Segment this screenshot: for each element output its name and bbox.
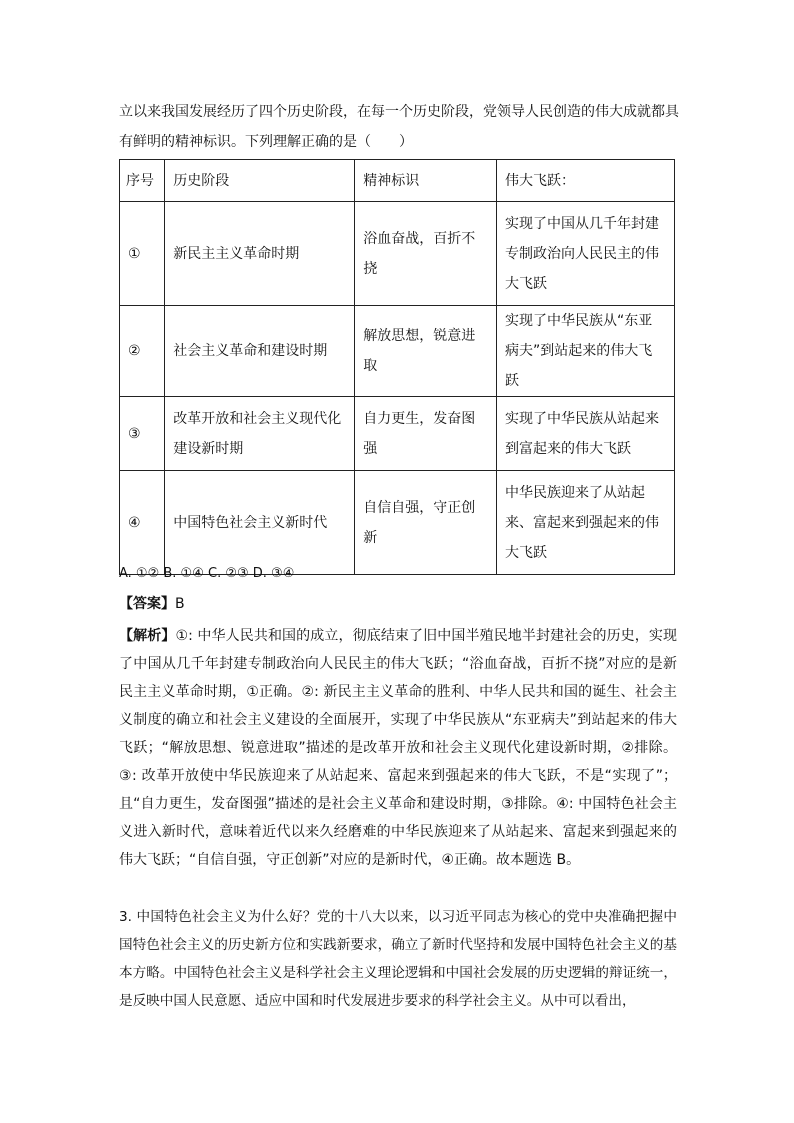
answer-label: 【答案】 xyxy=(119,596,175,612)
header-leap: 伟大飞跃： xyxy=(497,160,675,202)
row-number: ① xyxy=(120,202,165,306)
table-row xyxy=(120,306,675,397)
table-row xyxy=(120,202,675,306)
row-leap: 中华民族迎来了从站起来、富起来到强起来的伟大飞跃 xyxy=(497,471,675,575)
stages-table xyxy=(119,159,675,575)
header-stage: 历史阶段 xyxy=(165,160,355,202)
answer-line xyxy=(119,593,679,615)
row-number: ③ xyxy=(120,397,165,471)
analysis-paragraph xyxy=(119,622,677,874)
row-leap: 实现了中华民族从“东亚病夫”到站起来的伟大飞跃 xyxy=(497,306,675,397)
row-stage: 新民主主义革命时期 xyxy=(165,202,355,306)
row-leap: 实现了中华民族从站起来到富起来的伟大飞跃 xyxy=(497,397,675,471)
answer-options: A. ①② B. ①④ C. ②③ D. ③④ xyxy=(119,566,295,581)
row-stage: 社会主义革命和建设时期 xyxy=(165,306,355,397)
table-row xyxy=(120,471,675,575)
header-spirit: 精神标识 xyxy=(355,160,497,202)
header-number: 序号 xyxy=(120,160,165,202)
answer-value: B xyxy=(175,596,185,612)
analysis-label: 【解析】 xyxy=(119,628,176,644)
row-spirit: 自信自强，守正创新 xyxy=(355,471,497,575)
row-leap: 实现了中国从几千年封建专制政治向人民民主的伟大飞跃 xyxy=(497,202,675,306)
row-spirit: 浴血奋战，百折不挠 xyxy=(355,202,497,306)
row-spirit: 解放思想，锐意进取 xyxy=(355,306,497,397)
analysis-text: ①: 中华人民共和国的成立，彻底结束了旧中国半殖民地半封建社会的历史，实现了中国从几千年封建专制政治向人民民主的伟大飞跃；“浴血奋战，百折不挠”对应的是新民主主义革命时期，①正确。②: 新民主主义革命的胜利、中华人民共和国的诞生、社会主义制度的确立和社会主义建设的全面展开，实现了中华民族从“东亚病夫”到站起来的伟大飞跃；“解放思想、锐意进取”描述的是改革开放和社会主义现代化建设新时期，②排除。③: 改革开放使中华民族迎来了从站起来、富起来到强起来的伟大飞跃，不是“实现了”；且“自力更生，发奋图强”描述的是社会主义革命和建设时期，③排除。④: 中国特色社会主义进入新时代，意味着近代以来久经磨难的中华民族迎来了从站起来、富起来到强起来的伟大飞跃；“自信自强，守正创新”对应的是新时代，④正确。故本题选 B。 xyxy=(119,628,678,868)
question-intro-line-1: 立以来我国发展经历了四个历史阶段，在每一个历史阶段，党领导人民创造的伟大成就都具 xyxy=(119,104,679,120)
question-intro-line-2: 有鲜明的精神标识。下列理解正确的是（ ） xyxy=(119,134,413,150)
row-number: ④ xyxy=(120,471,165,575)
table-row xyxy=(120,397,675,471)
row-stage: 改革开放和社会主义现代化建设新时期 xyxy=(165,397,355,471)
table-header-row xyxy=(120,160,675,202)
question-3-paragraph: 3. 中国特色社会主义为什么好？党的十八大以来，以习近平同志为核心的党中央准确把握中国特色社会主义的历史新方位和实践新要求，确立了新时代坚持和发展中国特色社会主义的基本方略。中国特色社会主义是科学社会主义理论逻辑和中国社会发展的历史逻辑的辩证统一，是反映中国人民意愿、适应中国和时代发展进步要求的科学社会主义。从中可以看出， xyxy=(119,909,677,1009)
row-spirit: 自力更生，发奋图强 xyxy=(355,397,497,471)
row-number: ② xyxy=(120,306,165,397)
row-stage: 中国特色社会主义新时代 xyxy=(165,471,355,575)
